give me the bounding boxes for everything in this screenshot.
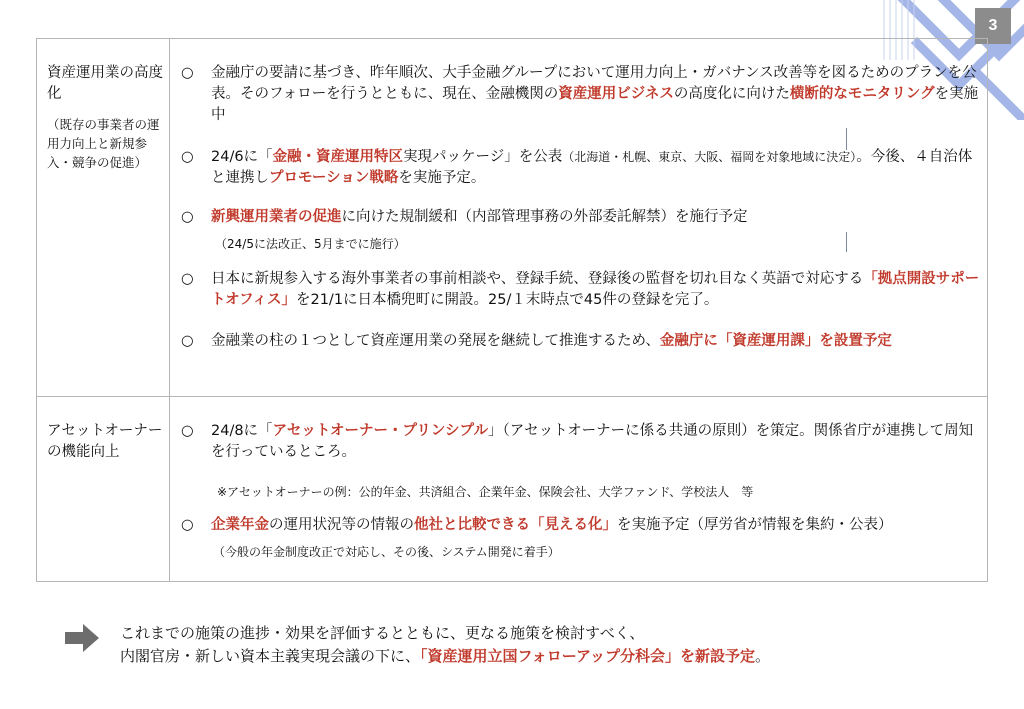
list-item — [181, 207, 981, 228]
list-item — [181, 147, 981, 189]
item-text: の運用状況等の情報の — [269, 517, 414, 533]
item-note: （今般の年金制度改正で対応し、その後、システム開発に着手） — [213, 545, 560, 559]
bullet-icon: ○ — [181, 423, 194, 439]
item-text: 実現パッケージ」を公表 — [403, 149, 563, 165]
list-item — [181, 331, 981, 352]
item-text: 24/6に「 — [211, 149, 273, 165]
item-text: 金融庁の要請に基づき、昨年順次、大手金融グループにおいて運用力向上・ガバナンス改善等を図るためのプランを公表。そのフォローを行うとともに、現在、金融機関の — [211, 65, 977, 102]
item-highlight: プロモーション戦略 — [269, 170, 399, 186]
bullet-icon: ○ — [181, 271, 194, 287]
list-item — [181, 515, 981, 536]
item-highlight: 他社と比較できる「見える化」 — [414, 517, 617, 533]
item-text: 金融業の柱の１つとして資産運用業の発展を継続して推進するため、 — [211, 333, 660, 349]
arrow-right-icon — [65, 624, 99, 652]
item-text: 日本に新規参入する海外事業者の事前相談や、登録手続、登録後の監督を切れ目なく英語で対応する — [211, 271, 864, 287]
footer-line-1: これまでの施策の進捗・効果を評価するとともに、更なる施策を検討すべく、 — [120, 624, 645, 642]
footer-line-2 — [120, 645, 770, 668]
bullet-icon: ○ — [181, 517, 194, 533]
item-note: （24/5に法改正、5月までに施行） — [215, 237, 406, 251]
row-1-title: 資産運用業の高度化 — [47, 65, 163, 102]
item-text: を21/1に日本橋兜町に開設。25/１末時点で45件の登録を完了。 — [295, 292, 719, 308]
footer-text: 内閣官房・新しい資本主義実現会議の下に、 — [120, 647, 421, 665]
bullet-icon: ○ — [181, 209, 194, 225]
page-number-badge: 3 — [975, 8, 1011, 44]
item-note: ※アセットオーナーの例：公的年金、共済組合、企業年金、保険会社、大学ファンド、学校法人 等 — [217, 485, 754, 499]
bullet-icon: ○ — [181, 333, 194, 349]
row-divider — [37, 396, 987, 397]
item-highlight: アセットオーナー・プリンシプル — [272, 423, 488, 439]
item-highlight: 新興運用業者の促進 — [211, 209, 342, 225]
row-1-subtitle: （既存の事業者の運用力向上と新規参入・競争の促進） — [47, 117, 160, 170]
item-highlight: 企業年金 — [211, 517, 269, 533]
row-2-title: アセットオーナーの機能向上 — [47, 423, 163, 460]
item-text: の高度化に向けた — [673, 86, 790, 102]
item-highlight: 横断的なモニタリング — [789, 86, 935, 102]
item-text: 」（アセットオーナーに係る共通の原則）を策定。関係省庁が連携して周知を行っているところ。 — [211, 423, 974, 460]
item-text: 24/8に「 — [211, 423, 273, 439]
item-highlight: 資産運用ビジネス — [558, 86, 674, 102]
item-text: を実施中 — [211, 86, 979, 123]
footer-conclusion — [120, 622, 770, 668]
item-text: を実施予定（厚労省が情報を集約・公表） — [617, 517, 893, 533]
bullet-icon: ○ — [181, 65, 194, 81]
divider-mark — [846, 232, 847, 252]
item-text: に向けた規制緩和（内部管理事務の外部委託解禁）を施行予定 — [341, 209, 748, 225]
content-table — [36, 38, 988, 582]
footer-highlight: 「資産運用立国フォローアップ分科会」を新設予定 — [420, 647, 755, 665]
list-item — [181, 63, 981, 126]
item-highlight: 金融庁に「資産運用課」を設置予定 — [659, 333, 892, 349]
list-item — [181, 421, 981, 463]
row-1-category — [47, 63, 165, 172]
footer-text: 。 — [754, 647, 770, 665]
divider-mark — [846, 128, 847, 150]
item-highlight: 金融・資産運用特区 — [272, 149, 404, 165]
list-item — [181, 269, 981, 311]
item-small-text: （北海道・札幌、東京、大阪、福岡を対象地域に決定） — [562, 150, 857, 164]
item-text: 。今後、４自治体と連携し — [211, 149, 973, 186]
column-divider — [169, 39, 170, 581]
item-text: を実施予定。 — [398, 170, 486, 186]
bullet-icon: ○ — [181, 149, 194, 165]
row-2-category — [47, 421, 165, 463]
item-highlight: 「拠点開設サポートオフィス」 — [211, 271, 980, 308]
